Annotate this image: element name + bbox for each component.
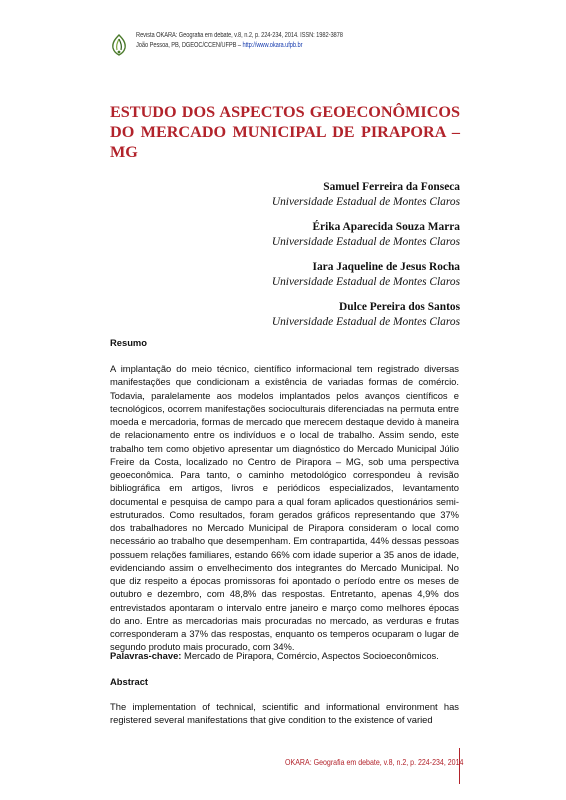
journal-info <box>136 31 343 51</box>
page-footer: OKARA: Geografia em debate, v.8, n.2, p. 224-234, 2014 <box>284 758 463 767</box>
author-affiliation: Universidade Estadual de Montes Claros <box>271 195 460 208</box>
author-affiliation: Universidade Estadual de Montes Claros <box>271 235 460 248</box>
author-name: Érika Aparecida Souza Marra <box>312 221 460 233</box>
author-name: Dulce Pereira dos Santos <box>339 301 460 313</box>
author-name: Iara Jaqueline de Jesus Rocha <box>312 261 460 273</box>
journal-url-link[interactable]: http://www.okara.ufpb.br <box>242 42 303 49</box>
journal-location-text: João Pessoa, PB, DGEOC/CCEN/UFPB – <box>136 42 243 49</box>
author-list <box>272 180 460 340</box>
journal-location <box>136 41 343 51</box>
author-entry <box>272 260 460 289</box>
author-name: Samuel Ferreira da Fonseca <box>323 181 460 193</box>
author-entry <box>272 180 460 209</box>
abstract-text: The implementation of technical, scientific and informational environment has registered several manifestations that give condition to the existence of varied <box>110 701 459 726</box>
author-affiliation: Universidade Estadual de Montes Claros <box>271 275 460 288</box>
journal-citation: Revista OKARA: Geografia em debate, v.8, n.2, p. 224-234, 2014. ISSN: 1982-3878 <box>136 32 343 39</box>
resumo-text: A implantação do meio técnico, científico informacional tem registrado diversas manifestações que condicionam a existência de variadas formas de comércio. Todavia, paralelamente aos modelos implantados pelos avanços científicos e tecnológicos, ocorrem manifestações socioculturais diferenciadas na permuta entre moeda e mercadoria, formas de mercado que merecem destaque devido à maneira de relacionamento entre os indivíduos e o local de trabalho. Assim sendo, este trabalho tem como objetivo apresentar um diagnóstico do Mercado Municipal Júlio Freire da Costa, localizado no Centro de Pirapora – MG, sob uma perspectiva geoeconômica. Para tanto, o caminho metodológico correspondeu à revisão bibliográfica em artigos, livros e periódicos especializados, levantamento documental e pesquisa de campo para a qual foram aplicados questionários semi-estruturados. Como resultados, foram gerados gráficos representando que 37% dos trabalhadores no Mercado Municipal de Pirapora consideram o local como necessário ao trabalho que desempenham. Em contrapartida, 44% dessas pessoas possuem relações familiares, estando 66% com idade superior a 35 anos de idade, evidenciando assim o envelhecimento dos integrantes do Mercado Municipal. No que diz respeito a épocas promissoras foi apontado o período entre os meses de outubro e dezembro, com 48,8% das respostas. Entretanto, apenas 4,9% dos entrevistados apontaram o intervalo entre janeiro e março como melhores épocas do ano. Entre as mercadorias mais procuradas no mercado, as verduras e frutas corresponderam a 37% das respostas, enquanto os temperos ocuparam o lugar de segundo produto mais procurado, com 34%. <box>110 363 459 653</box>
author-entry <box>272 220 460 249</box>
okara-logo-icon <box>110 34 128 56</box>
keywords-text: Mercado de Pirapora, Comércio, Aspectos Socioeconômicos. <box>181 650 439 661</box>
article-title-line1: ESTUDO DOS ASPECTOS GEOECONÔMICOS <box>110 103 460 121</box>
resumo-heading: Resumo <box>110 337 147 348</box>
keywords-line <box>110 650 439 661</box>
article-title-line2: DO MERCADO MUNICIPAL DE PIRAPORA – MG <box>110 123 460 161</box>
article-title <box>110 102 460 162</box>
abstract-heading: Abstract <box>110 676 149 687</box>
keywords-label: Palavras-chave: <box>110 650 182 661</box>
author-affiliation: Universidade Estadual de Montes Claros <box>271 315 460 328</box>
author-entry <box>272 300 460 329</box>
